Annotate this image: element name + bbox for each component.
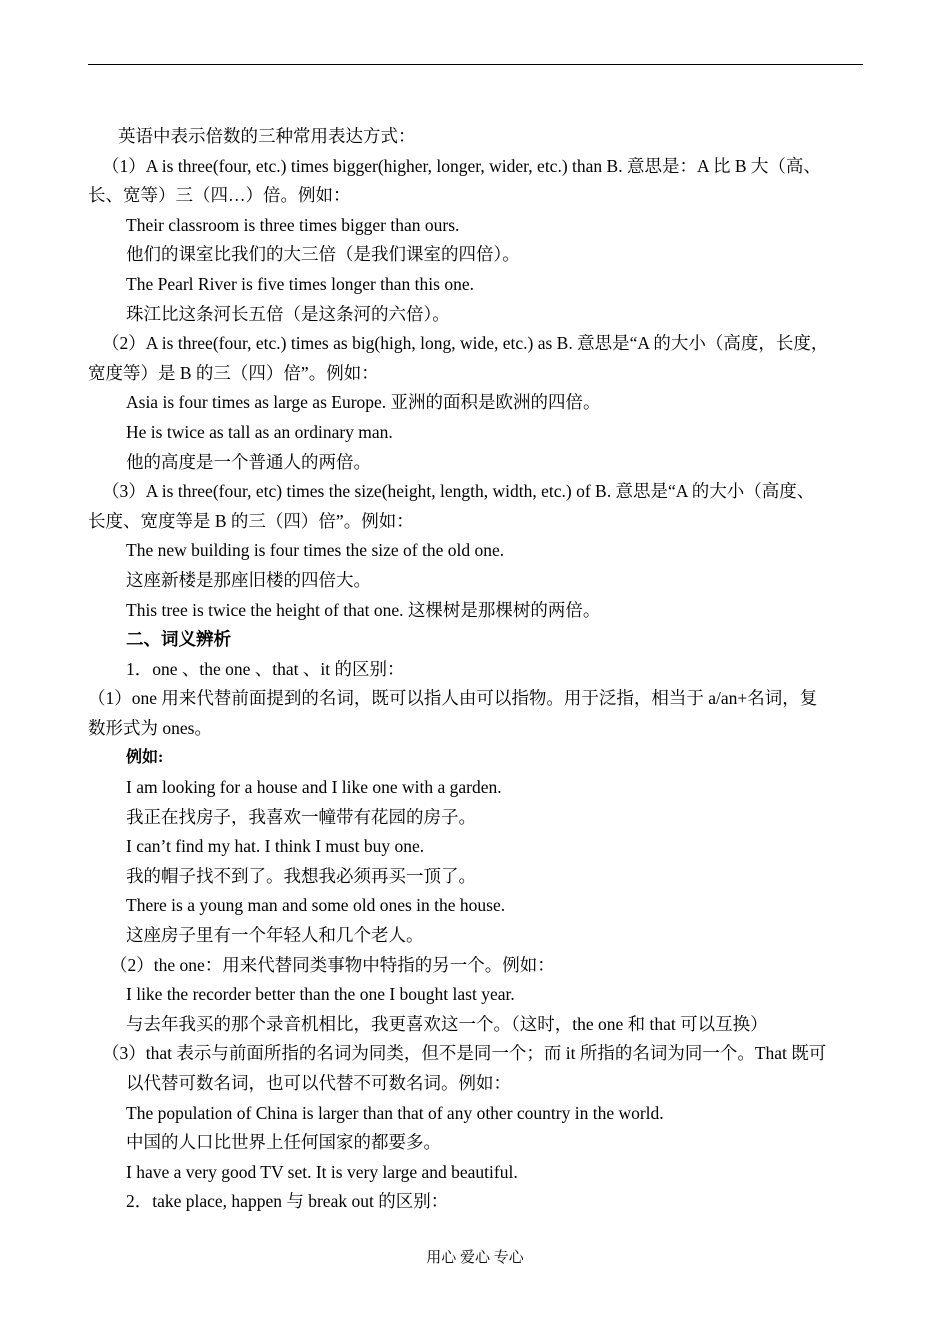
usage-2-example-1-translation: 与去年我买的那个录音机相比，我更喜欢这一个。（这时，the one 和 that 可以互换） [126, 1013, 768, 1034]
usage-2-example-1: I like the recorder better than the one I bought last year. [126, 984, 515, 1005]
example-label: 例如: [126, 749, 164, 767]
section-2-heading: 二、词义辨析 [126, 629, 231, 650]
intro-text: 英语中表示倍数的三种常用表达方式： [118, 126, 416, 146]
usage-3-line-1: （3）that 表示与前面所指的名词为同类，但不是同一个；而 it 所指的名词为同一个。That 既可 [102, 1043, 827, 1064]
usage-3-example-1: The population of China is larger than that of any other country in the world. [126, 1102, 664, 1123]
usage-1-line-1: （1）one 用来代替前面提到的名词，既可以指人由可以指物。用于泛指，相当于 a/an+名词，复 [88, 688, 818, 709]
rule-1-example-2: The Pearl River is five times longer than this one. [126, 273, 474, 294]
item-2-heading: 2．take place, happen 与 break out 的区别： [126, 1191, 449, 1212]
usage-1-example-1-translation: 我正在找房子，我喜欢一幢带有花园的房子。 [126, 806, 476, 827]
rule-3-line-1: （3）A is three(four, etc) times the size(height, length, width, etc.) of B. 意思是“A 的大小（高度、 [102, 481, 815, 502]
usage-1-example-3: There is a young man and some old ones in the house. [126, 895, 506, 916]
usage-3-line-2: 以代替可数名词，也可以代替不可数名词。例如： [126, 1073, 511, 1093]
rule-2-line-2: 宽度等）是 B 的三（四）倍”。例如： [88, 362, 379, 383]
page-footer: 用心 爱心 专心 [426, 1250, 524, 1266]
usage-3-example-1-translation: 中国的人口比世界上任何国家的都要多。 [126, 1132, 441, 1153]
usage-1-example-2: I can’t find my hat. I think I must buy one. [126, 836, 425, 857]
rule-3-example-2: This tree is twice the height of that one. 这棵树是那棵树的两倍。 [126, 599, 601, 620]
rule-3-example-1: The new building is four times the size of the old one. [126, 540, 505, 561]
usage-3-example-2: I have a very good TV set. It is very large and beautiful. [126, 1161, 518, 1182]
rule-3-line-2: 长度、宽度等是 B 的三（四）倍”。例如： [88, 510, 414, 531]
rule-2-line-1: （2）A is three(four, etc.) times as big(high, long, wide, etc.) as B. 意思是“A 的大小（高度，长度， [102, 333, 829, 354]
rule-1-line-1: （1）A is three(four, etc.) times bigger(higher, longer, wider, etc.) than B. 意思是：A 比 B 大（高、 [102, 155, 821, 176]
rule-1-line-2: 长、宽等）三（四…）倍。例如： [88, 185, 351, 206]
usage-1-example-1: I am looking for a house and I like one with a garden. [126, 777, 502, 798]
rule-1-example-1: Their classroom is three times bigger than ours. [126, 214, 460, 235]
usage-1-example-3-translation: 这座房子里有一个年轻人和几个老人。 [126, 925, 424, 946]
rule-1-example-2-translation: 珠江比这条河长五倍（是这条河的六倍）。 [126, 303, 450, 324]
rule-2-example-2-translation: 他的高度是一个普通人的两倍。 [126, 451, 371, 472]
usage-2-line-1: （2）the one：用来代替同类事物中特指的另一个。例如： [110, 954, 555, 975]
rule-1-example-1-translation: 他们的课室比我们的大三倍（是我们课室的四倍）。 [126, 244, 520, 265]
rule-2-example-2: He is twice as tall as an ordinary man. [126, 421, 393, 442]
usage-1-example-2-translation: 我的帽子找不到了。我想我必须再买一顶了。 [126, 865, 476, 886]
item-1-heading: 1．one 、the one 、that 、it 的区别： [126, 658, 405, 679]
header-rule [88, 64, 863, 65]
document-body [88, 122, 863, 1217]
rule-3-example-1-translation: 这座新楼是那座旧楼的四倍大。 [126, 569, 371, 590]
rule-2-example-1: Asia is four times as large as Europe. 亚洲的面积是欧洲的四倍。 [126, 392, 601, 413]
usage-1-line-2: 数形式为 ones。 [88, 717, 212, 738]
